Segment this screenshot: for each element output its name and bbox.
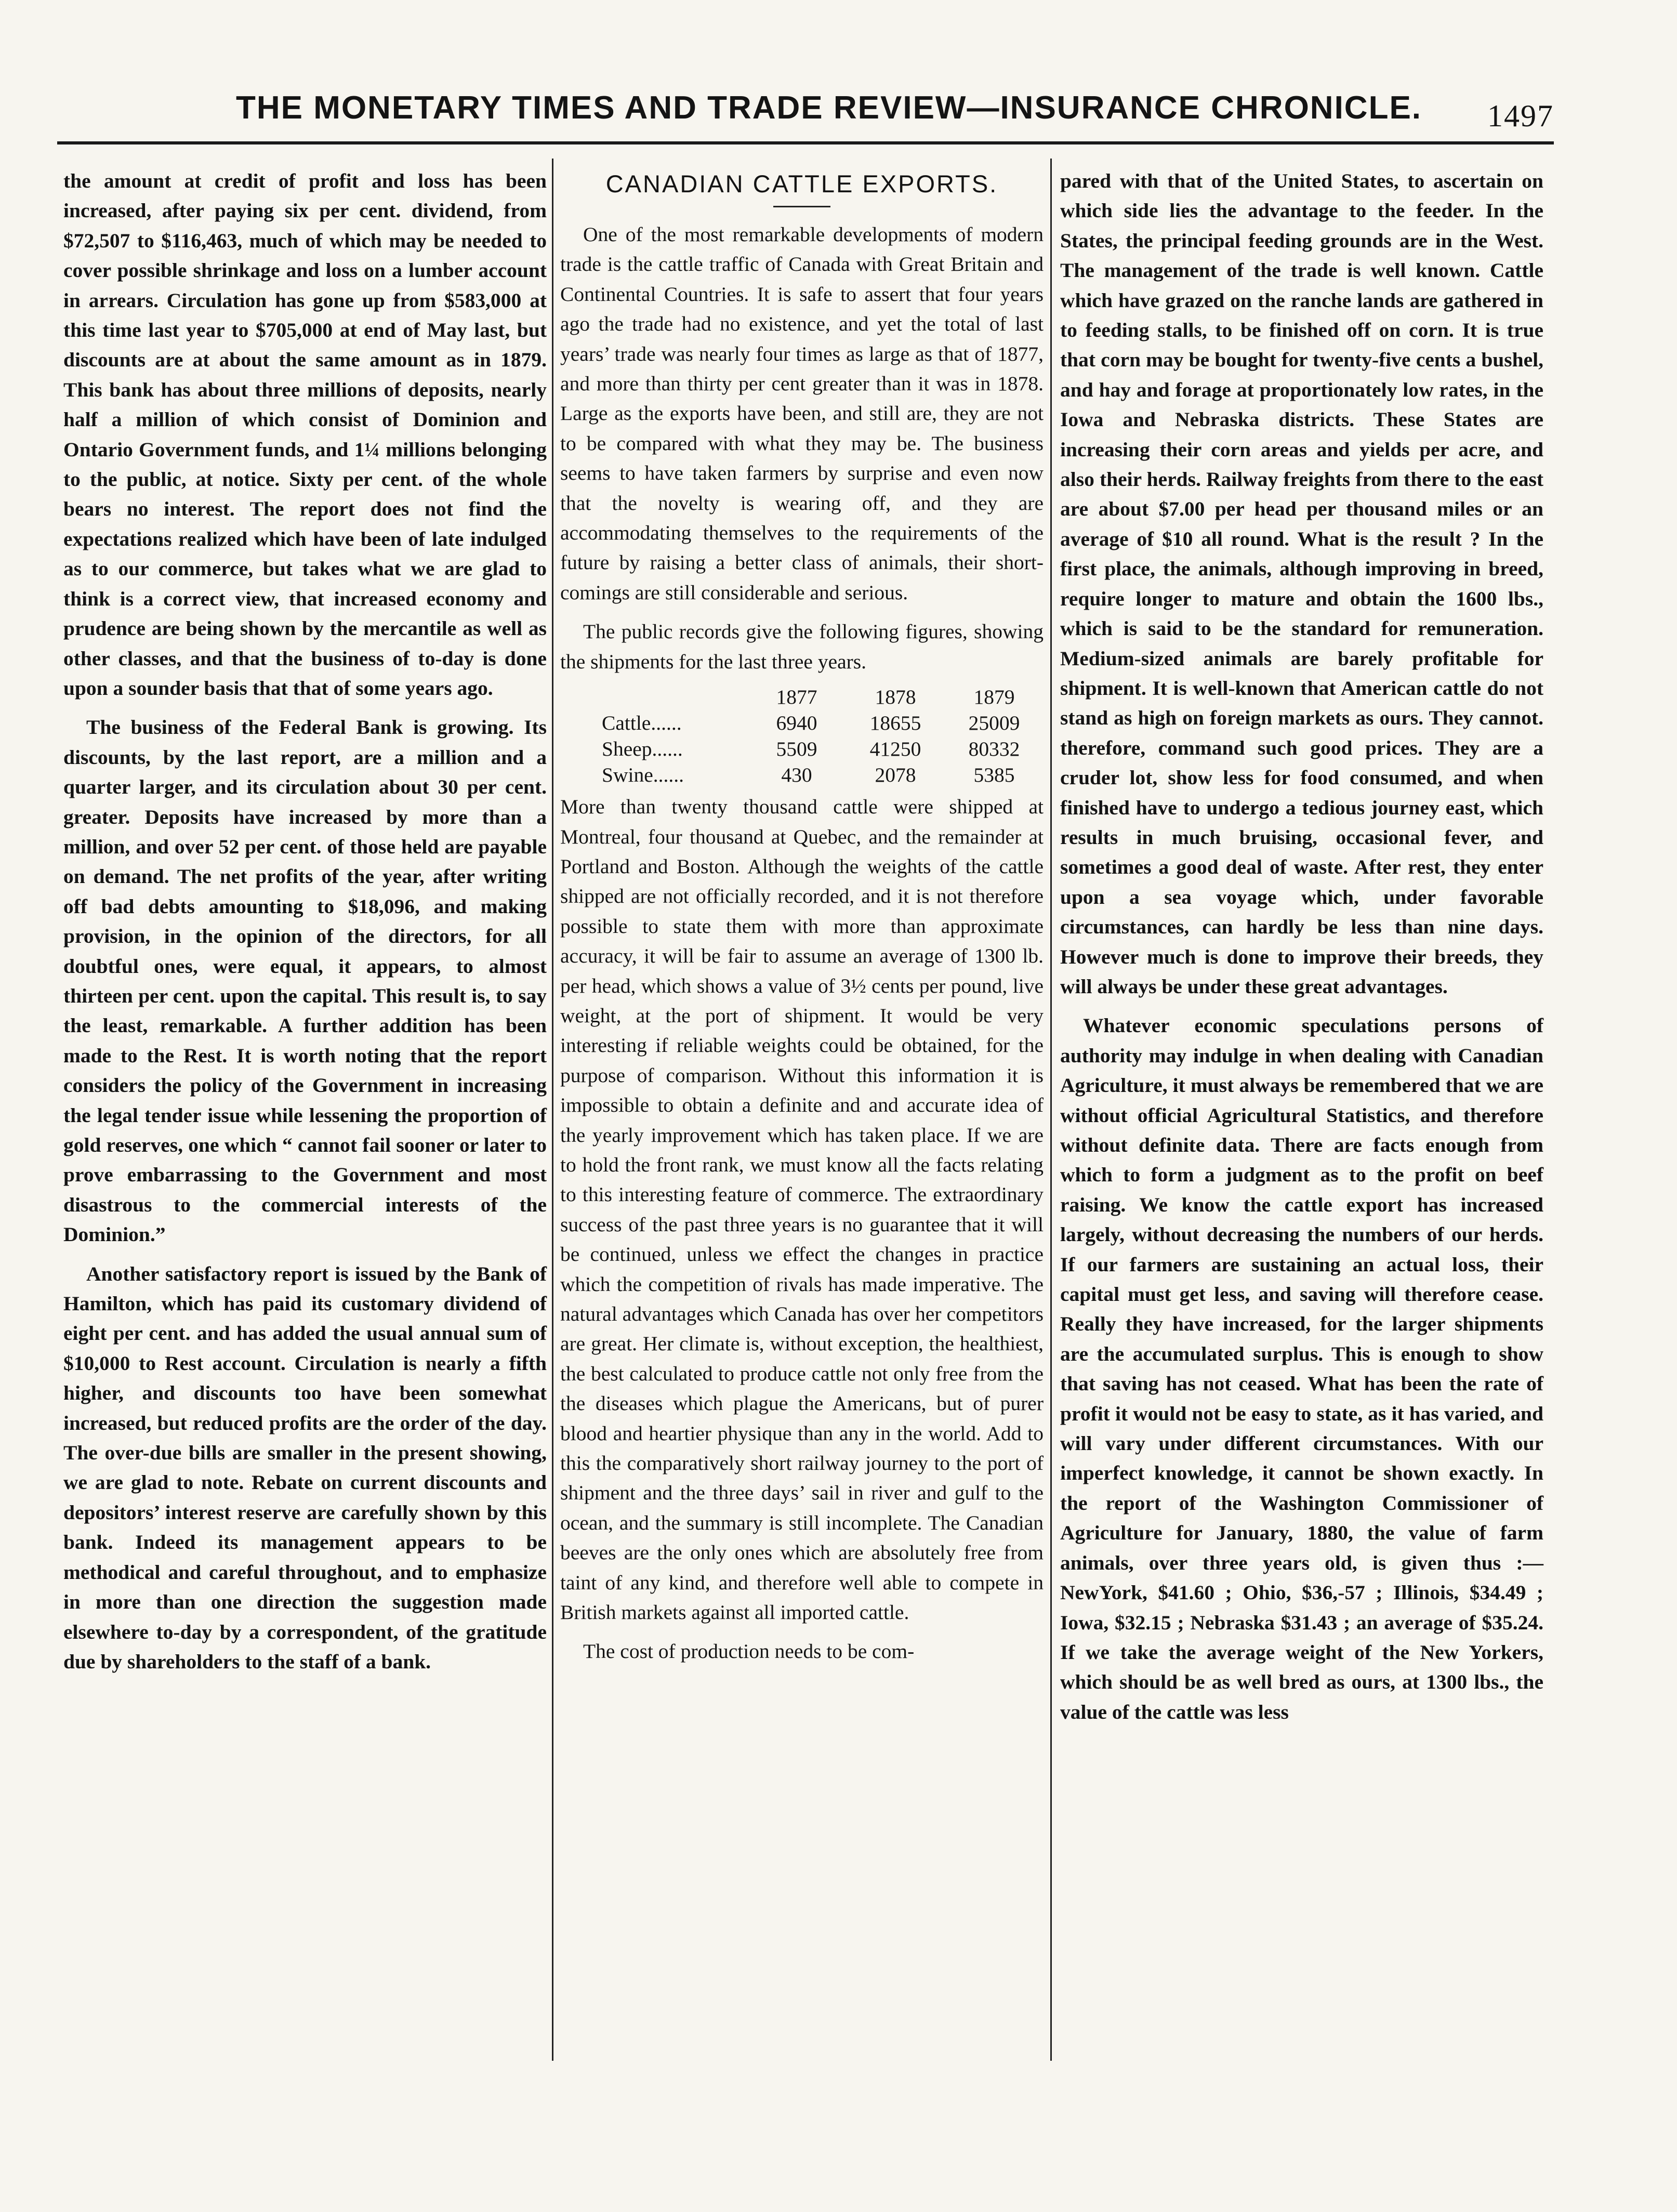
paragraph: More than twenty thousand cattle were shipped at Montreal, four thousand at Quebec, and the remainder at Portland and Boston. Although the weights of the cattle shipped are not officially recorded, and it is not therefore possible to state them with more than approximate accuracy, it will be fair to assume an average of 1300 lb. per head, which shows a value of 3½ cents per pound, live weight, at the port of shipment. It would be very interesting if reliable weights could be obtained, for the purpose of comparison. Without this information it is impossible to obtain a definite and and accurate idea of the yearly improvement which has taken place. If we are to hold the front rank, we must know all the facts relating to this interesting feature of commerce. The extraordinary success of the past three years is no guarantee that it will be continued, unless we effect the changes in practice which the competition of rivals has made imperative. The natural advantages which Canada has over her competitors are great. Her climate is, without exception, the healthiest, the best calculated to produce cattle not only free from the the diseases which plague the Americans, but of purer blood and heartier physique than any in the world. Add to this the comparatively short railway journey to the port of shipment and the three days’ sail in river and gulf to the ocean, and the summary is still incomplete. The Canadian beeves are the only ones which are absolutely free from taint of any kind, and therefore well able to compete in British markets against all imported cattle.: [560, 795, 1044, 1624]
row-label: Sheep......: [602, 738, 683, 761]
table-cell: 5385: [973, 763, 1015, 787]
page-header: [57, 87, 1554, 144]
table-cell: 430: [781, 763, 812, 787]
article-title: CANADIAN CATTLE EXPORTS.: [605, 170, 998, 198]
paragraph: The cost of production needs to be com-: [583, 1640, 915, 1663]
running-title: THE MONETARY TIMES AND TRADE REVIEW—INSURANCE CHRONICLE.: [235, 90, 1422, 126]
shipments-table: [602, 684, 1044, 788]
paragraph: Whatever economic speculations persons of authority may indulge in when dealing with Canadian Agriculture, it must always be remembered that we are without official Agricultural Statistics, and therefore without definite data. There are facts enough from which to form a judgment as to the profit on beef raising. We know the cattle export has increased largely, without decreasing the numbers of our herds. If our farmers are sustaining an actual loss, their capital must get less, and saving will therefore cease. Really they have increased, for the larger shipments are the accumulated surplus. This is enough to show that saving has not ceased. What has been the rate of profit it would not be easy to state, as it has varied, and will vary under different circumstances. With our imperfect knowledge, it cannot be shown exactly. In the report of the Washington Commissioner of Agriculture for January, 1880, the value of farm animals, over three years old, is given thus :—NewYork, $41.60 ; Ohio, $36,-57 ; Illinois, $34.49 ; Iowa, $32.15 ; Nebraska $31.43 ; an average of $35.24. If we take the average weight of the New Yorkers, which should be as well bred as ours, at 1300 lbs., the value of the cattle was less: [1060, 1014, 1543, 1723]
table-cell: 2078: [875, 763, 916, 787]
row-label: Cattle......: [602, 712, 682, 735]
paragraph: Another satisfactory report is issued by the Bank of Hamilton, which has paid its customary dividend of eight per cent. and has added the usual annual sum of $10,000 to Rest account. Circulation is nearly a fifth higher, and discounts too have been somewhat increased, but reduced profits are the order of the day. The over-due bills are smaller in the present showing, we are glad to note. Rebate on current discounts and depositors’ interest reserve are carefully shown by this bank. Indeed its management appears to be methodical and careful throughout, and to emphasize in more than one direction the suggestion made elsewhere to-day by a correspondent, of the gratitude due by shareholders to the staff of a bank.: [63, 1262, 547, 1673]
paragraph: pared with that of the United States, to ascertain on which side lies the advantage to the feeder. In the States, the principal feeding grounds are in the West. The management of the trade is well known. Cattle which have grazed on the ranche lands are gathered in to feeding stalls, to be finished off on corn. It is true that corn may be bought for twenty-five cents a bushel, and hay and forage at proportionately low rates, in the Iowa and Nebraska districts. These States are increasing their corn areas and yields per acre, and also their herds. Railway freights from there to the east are about $7.00 per head per thousand miles or an average of $10 all round. What is the result ? In the first place, the animals, although improving in breed, require longer to mature and obtain the 1600 lbs., which is said to be the standard for remuneration. Medium-sized animals are barely profitable for shipment. It is well-known that American cattle do not stand as high on foreign markets as ours. They cannot. therefore, command such good prices. They are a cruder lot, show less for food consumed, and when finished have to undergo a tedious journey east, which results in much bruising, occasional fever, and sometimes a good deal of waste. After rest, they enter upon a sea voyage which, under favorable circumstances, can hardly be less than nine days. However much is done to improve their breeds, they will always be under these great advantages.: [1060, 169, 1543, 998]
table-cell: 25009: [968, 712, 1020, 735]
year-header: 1877: [776, 686, 817, 709]
year-header: 1878: [875, 686, 916, 709]
row-label: Swine......: [602, 763, 684, 787]
paragraph: The public records give the following figures, showing the shipments for the last three years.: [560, 620, 1044, 673]
table-cell: 41250: [869, 738, 921, 761]
page-number: 1497: [1487, 99, 1554, 133]
table-header-row: [602, 684, 1044, 710]
paragraph: the amount at credit of profit and loss has been increased, after paying six per cent. dividend, from $72,507 to $116,463, much of which may be needed to cover possible shrinkage and loss on a lumber account in arrears. Circulation has gone up from $583,000 at this time last year to $705,000 at end of May last, but discounts are at about the same amount as in 1879. This bank has about three millions of deposits, nearly half a million of which consist of Dominion and Ontario Government funds, and 1¼ millions belonging to the public, at notice. Sixty per cent. of the whole bears no interest. The report does not find the expectations realized which have been of late indulged as to our commerce, but takes what we are glad to think is a correct view, that increased economy and prudence are being shown by the mercantile as well as other classes, and that the business of to-day is done upon a sounder basis that that of some years ago.: [63, 169, 547, 700]
table-cell: 6940: [776, 712, 817, 735]
table-row: [602, 762, 1044, 788]
header-rule: [57, 141, 1554, 144]
column-2: [560, 166, 1044, 1667]
table-row: [602, 710, 1044, 736]
paragraph: The business of the Federal Bank is growing. Its discounts, by the last report, are a million and a quarter larger, and its circulation about 30 per cent. greater. Deposits have increased by more than a million, and over 52 per cent. of those held are payable on demand. The net profits of the year, after writing off bad debts amounting to $18,096, and making provision, in the opinion of the directors, for all doubtful ones, were equal, it appears, to almost thirteen per cent. upon the capital. This result is, to say the least, remarkable. A further addition has been made to the Rest. It is worth noting that the report considers the policy of the Government in increasing the legal tender issue while lessening the proportion of gold reserves, one which “ cannot fail sooner or later to prove embarrassing to the Government and most disastrous to the commercial interests of the Dominion.”: [63, 716, 547, 1246]
table-cell: 5509: [776, 738, 817, 761]
table-row: [602, 736, 1044, 762]
column-divider: [552, 159, 553, 2061]
column-3: [1060, 166, 1543, 1727]
column-divider: [1050, 159, 1052, 2061]
year-header: 1879: [973, 686, 1015, 709]
table-cell: 80332: [968, 738, 1020, 761]
table-cell: 18655: [869, 712, 921, 735]
paragraph: One of the most remarkable developments of modern trade is the cattle traffic of Canada with Great Britain and Continental Countries. It is safe to assert that four years ago the trade had no existence, and yet the total of last years’ trade was nearly four times as large as that of 1877, and more than thirty per cent greater than it was in 1878. Large as the exports have been, and still are, they are not to be compared with what they may be. The business seems to have taken farmers by surprise and even now that the novelty is wearing off, and they are accommodating themselves to the requirements of the future by raising a better class of animals, their short-comings are still considerable and serious.: [560, 223, 1044, 604]
title-rule: [773, 206, 830, 207]
column-1: [63, 166, 547, 1677]
